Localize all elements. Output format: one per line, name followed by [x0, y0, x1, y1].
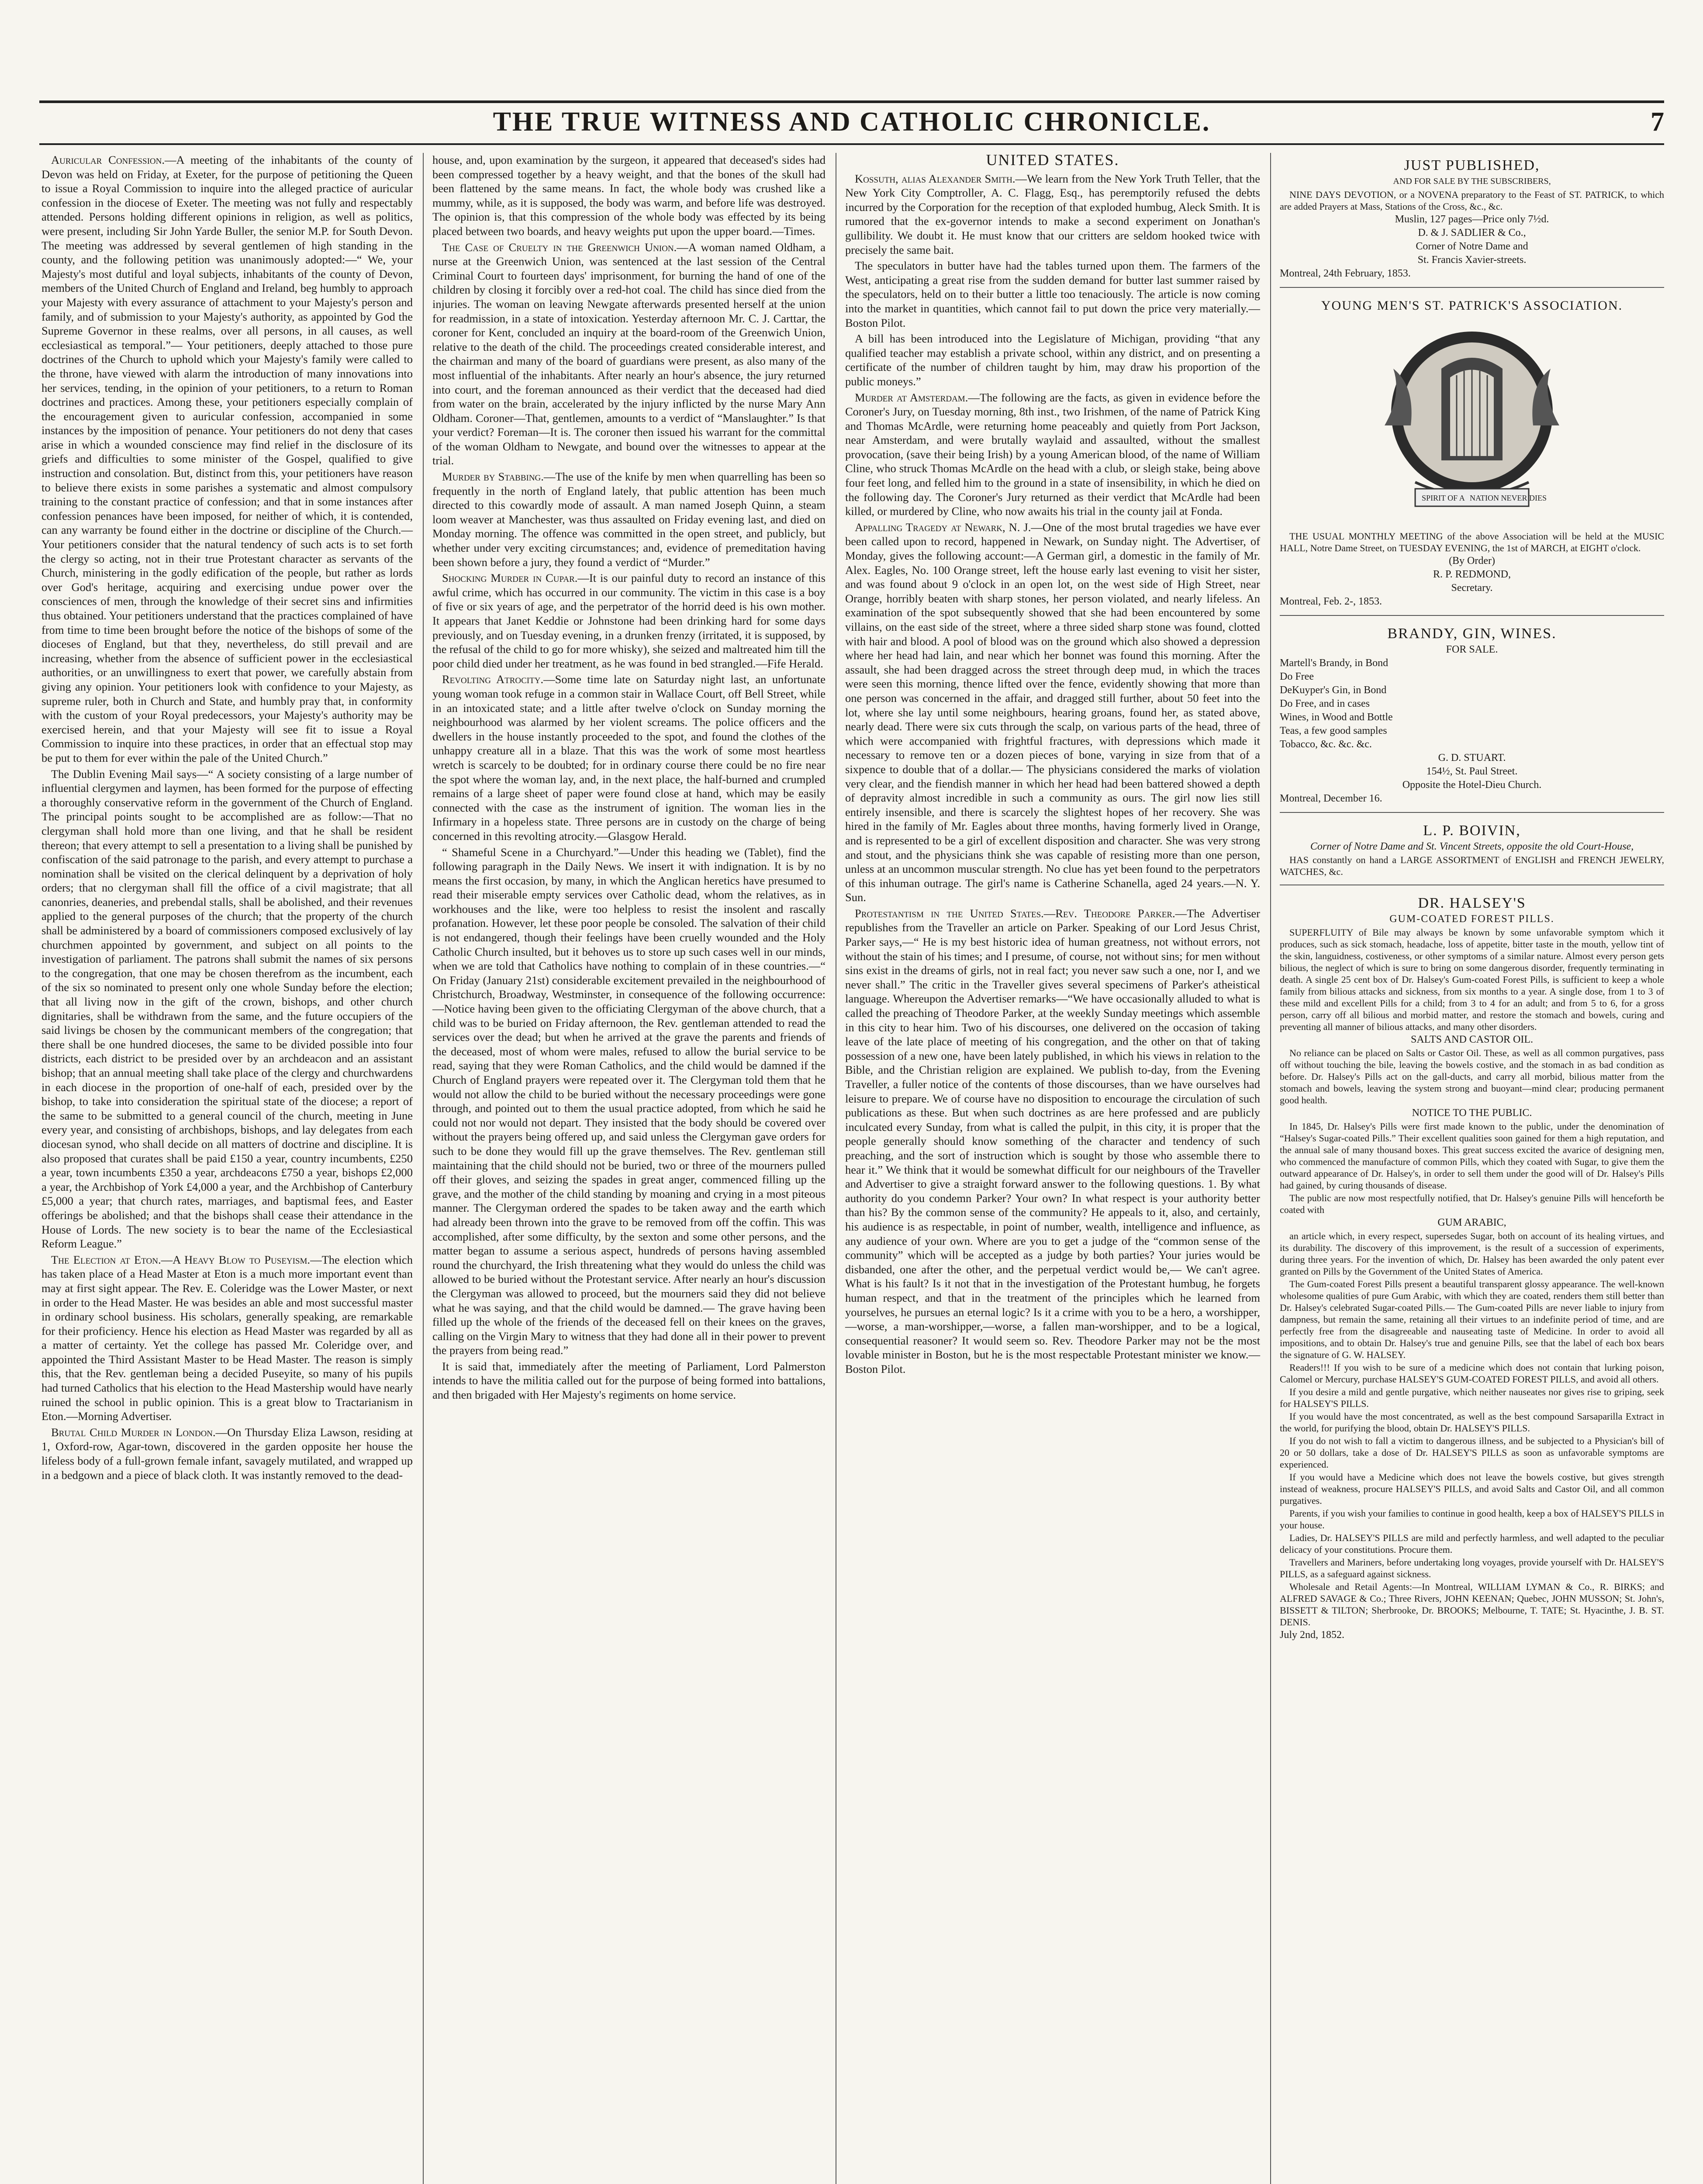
ad-title: BRANDY, GIN, WINES.	[1387, 625, 1557, 642]
article-greenwich-union: The Case of Cruelty in the Greenwich Union.—A woman named Oldham, a nurse at the Greenwich Union, was sentenced at the last session of the Central Criminal Court to fourteen days' imprisonment, for burning the hand of one of the children by closing it forcibly over a red-hot coal. The child has since died from the injuries. The woman on leaving Newgate afterwards presented herself at the union for readmission, in a state of intoxication. Yesterday afternoon Mr. C. J. Carttar, the coroner for Kent, concluded an inquiry at the board-room of the Greenwich Union, relative to the death of the child. The proceedings created considerable interest, and the chairman and many of the board of guardians were present, as also many of the most influential of the inhabitants. After nearly an hour's absence, the jury returned into court, and the foreman announced as their verdict that the deceased had died from water on the brain, accelerated by the injury inflicted by the nurse Mary Ann Oldham. Coroner—That, gentlemen, amounts to a verdict of “Manslaughter.” Is that your verdict? Foreman—It is. The coroner then issued his warrant for the committal of the woman Oldham to Newgate, and bound over the witnesses to appear at the trial.	[432, 240, 826, 467]
ad-date: Montreal, 24th February, 1853.	[1280, 268, 1411, 279]
harp-emblem-image	[1350, 316, 1594, 526]
ad-body: Ladies, Dr. HALSEY'S PILLS are mild and perfectly harmless, and well adapted to the peculiar delicacy of your constitutions. Procure them.	[1280, 1532, 1664, 1555]
article-newark-tragedy: Appalling Tragedy at Newark, N. J.—One of the most brutal tragedies we have ever been called upon to record, happened in Newark, on Sunday night. The Advertiser, of Monday, gives the following account:—A German girl, a domestic in the family of Mr. Alex. Eagles, No. 100 Orange street, left the house early last evening to visit her sister, and was found about 9 o'clock in an open lot, on the west side of High Street, near Orange, horribly beaten with sharp stones, her person violated, and nearly lifeless. An examination of the spot subsequently showed that she had been encountered by some villains, on the east side of the street, where a three sided sharp stone was found, clotted with hair and blood. A pool of blood was on the ground which also showed a depression where her head had lain, and near which her bonnet was found this morning. After the assault, she had been dragged across the street through deep mud, in which the traces were seen this morning, thence lifted over the fence, evidently showing that more than one person was concerned in the affair, and dragged still further, about 50 feet into the lot, where she lay until some neighbours, hearing groans, found her, as stated above, nearly dead. There were six cuts through the scalp, on various parts of the head, three of which were accompanied with frightful fractures, with depressions which made it necessary to remove ten or a dozen pieces of bone, varying in size from that of a sixpence to double that of a dollar.— The physicians considered the marks of violation very clear, and the fiendish manner in which her head had been battered showed a depth of depravity almost incredible in such a community as ours. The girl now lies still entirely insensible, and there is scarcely the slightest hopes of her recovery. She was hired in the family of Mr. Eagles about three months, having formerly lived in Orange, and is represented to be a girl of excellent disposition and character. She was very strong and stout, and the physicians think she was capable of resisting more than one person, unless at an uncommon muscular strength. No clue has yet been found to the perpetrators of this inhuman outrage. The girl's name is Catherine Schanella, aged 24 years.—N. Y. Sun.	[845, 520, 1260, 904]
article-murder-by-stabbing: Murder by Stabbing.—The use of the knife by men when quarrelling has been so frequently in the north of England lately, that public attention has been much directed to this cowardly mode of assault. A man named Joseph Quinn, a steam loom weaver at Manchester, was thus assaulted on Friday evening last, and died on Monday morning. The offence was committed in the open street, and publicly, but whether under very exciting circumstances; and, evidence of premeditation having been shown before a jury, they found a verdict of “Murder.”	[432, 470, 826, 569]
ad-line: Wines, in Wood and Bottle	[1280, 712, 1393, 723]
ad-section-heading: GUM ARABIC,	[1437, 1217, 1506, 1228]
masthead	[39, 100, 1664, 149]
ad-order: (By Order)	[1449, 555, 1495, 567]
ad-body: Wholesale and Retail Agents:—In Montreal, WILLIAM LYMAN & Co., R. BIRKS; and ALFRED SAVAGE & Co.; Three Rivers, JOHN KEENAN; Quebec, JOHN MUSSON; St. John's, BISSETT & TILTON; Sherbrooke, Dr. BROOKS; Melbourne, T. TATE; St. Hyacinthe, J. B. ST. DENIS.	[1280, 1581, 1664, 1628]
newspaper-title: THE TRUE WITNESS AND CATHOLIC CHRONICLE.	[493, 107, 1211, 137]
ad-body: HAS constantly on hand a LARGE ASSORTMENT of ENGLISH and FRENCH JEWELRY, WATCHES, &c.	[1280, 854, 1664, 877]
svg-text:NATION NEVER DIES: NATION NEVER DIES	[1470, 494, 1547, 502]
column-3	[845, 153, 1260, 1378]
ad-signature: D. & J. SADLIER & Co.,	[1418, 227, 1526, 238]
ad-date: Montreal, Feb. 2-, 1853.	[1280, 596, 1382, 607]
ad-signature: Corner of Notre Dame and	[1416, 241, 1528, 252]
article-continued: house, and, upon examination by the surgeon, it appeared that deceased's sides had been compressed together by a heavy weight, and that the bones of the skull had been flattened by the same means. In fact, the whole body was crushed like a mummy, while, as it is supposed, the body was warm, and before life was destroyed. The opinion is, that this compression of the whole body was effected by its being placed between two boards, and heavy weights put upon the upper board.—Times.	[432, 153, 826, 238]
article-militia: It is said that, immediately after the meeting of Parliament, Lord Palmerston intends to have the militia called out for the purpose of being formed into battalions, and then brigaded with Her Majesty's regiments on home service.	[432, 1359, 826, 1402]
ad-body: SUPERFLUITY of Bile may always be known by some unfavorable symptom which it produces, such as sick stomach, headache, loss of appetite, bitter taste in the mouth, yellow tint of the skin, languidness, costiveness, or other symptoms of a similar nature. Almost every person gets bilious, the neglect of which is sure to bring on some dangerous disorder, frequently terminating in death. A single 25 cent box of Dr. Halsey's Gum-coated Forest Pills, is sufficient to keep a whole family from bilious attacks and sickness, from six months to a year. A single dose, from 1 to 3 of these mild and excellent Pills for a child; from 3 to 4 for an adult; and from 5 to 6, for a gross person, carry off all bilious and morbid matter, and restore the stomach and bowels, curing and preventing all manner of bilious attacks, and many other disorders.	[1280, 927, 1664, 1032]
ad-novena	[1280, 153, 1664, 288]
ad-halseys-pills	[1280, 891, 1664, 1648]
ad-boivin	[1280, 818, 1664, 885]
ad-body: If you would have the most concentrated, as well as the best compound Sarsaparilla Extract in the world, for purifying the blood, obtain Dr. HALSEY'S PILLS.	[1280, 1411, 1664, 1434]
article-protestantism-us: Protestantism in the United States.—Rev. Theodore Parker.—The Advertiser republishes from the Traveller an article on Parker. Speaking of our Lord Jesus Christ, Parker says,—“ He is my best historic idea of human greatness, not without errors, not without the stain of his times; and I presume, of course, not without sins; for men without sins exist in the dreams of girls, not in real fact; you never saw such a one, nor I, and we never shall.” The critic in the Traveller gives several specimens of Parker's atheistical language. Whereupon the Advertiser remarks—“We have occasionally alluded to what is called the preaching of Theodore Parker, at the weekly Sunday meetings which assemble in this city to hear him. Two of his discourses, one delivered on the occasion of taking leave of the late place of meeting of his congregation, and the other on that of taking possession of a new one, have been lately published, in which his views in relation to the Bible, and the Christian religion are explained. We publish to-day, from the Evening Traveller, a fuller notice of the contents of those discourses, than we have ourselves had leisure to prepare. We of course have no disposition to encourage the circulation of such publications as these. But when such doctrines as are here professed and are publicly inculcated every Sunday, from what is called the pulpit, in this city, it is proper that the people generally should know something of the character and tendency of such preaching, and the sort of instruction which is sought by those who assemble there to hear it.” We think that it would be somewhat difficult for our neighbours of the Traveller and Advertiser to give a straight forward answer to the following questions. 1. By what authority do you condemn Parker? Your own? In what respect is your authority better than his? By the common sense of the community? He appeals to it, also, and certainly, his audience is as respectable, in point of number, wealth, intelligence and influence, as any audience of your own. Where are you to get a judge of the “common sense of the community” which will be accepted as a judge by both parties? Your juries would be disbanded, one after the other, and the perpetual verdict would be,— We can't agree. What is his fault? Is it not that in the investigation of the Protestant humbug, he forgets human respect, and that in the treatment of the principles which he learned from yourselves, he pursues an eternal logic? Is it a crime with you to be a hero, a worshipper,—worse, a man-worshipper,—worse, a fallen man-worshipper, and to be a logical, consequential reasoner? It would seem so. Rev. Theodore Parker may not be the most lovable minister in Boston, but he is the most respectable Protestant minister we know.—Boston Pilot.	[845, 906, 1260, 1375]
ad-body: If you do not wish to fall a victim to dangerous illness, and be subjected to a Physician's bill of 20 or 50 dollars, take a dose of Dr. HALSEY'S PILLS as soon as unfavorable symptoms are experienced.	[1280, 1435, 1664, 1470]
ad-body: No reliance can be placed on Salts or Castor Oil. These, as well as all common purgatives, pass off without touching the bile, leaving the bowels costive, and the stomach in as bad condition as before. Dr. Halsey's Pills act on the gall-ducts, and carry all morbid, bilious matter from the stomach and bowels, leaving the system strong and buoyant—mind clear; producing permanent good health.	[1280, 1047, 1664, 1106]
ad-line: Tobacco, &c. &c. &c.	[1280, 739, 1372, 750]
ad-body: The Gum-coated Forest Pills present a beautiful transparent glossy appearance. The well-known wholesome qualities of pure Gum Arabic, with which they are coated, renders them still better than Dr. Halsey's celebrated Sugar-coated Pills.— The Gum-coated Pills are never liable to injury from dampness, but remain the same, retaining all their virtues to an indefinite period of time, and are perfectly free from the disagreeable and nauseating taste of Medicine. In order to avoid all impositions, and to obtain Dr. Halsey's true and genuine Pills, see that the label of each box bears the signature of G. W. HALSEY.	[1280, 1279, 1664, 1360]
ad-signature: St. Francis Xavier-streets.	[1417, 254, 1527, 266]
ad-body: If you would have a Medicine which does not leave the bowels costive, but gives strength instead of weakness, procure HALSEY'S PILLS, and avoid Salts and Castor Oil, and all common purgatives.	[1280, 1472, 1664, 1506]
ad-section-heading: NOTICE TO THE PUBLIC.	[1412, 1107, 1532, 1119]
ad-title: L. P. BOIVIN,	[1423, 822, 1521, 839]
page-number: 7	[1651, 107, 1664, 137]
ad-body: Readers!!! If you wish to be sure of a medicine which does not contain that lurking poison, Calomel or Mercury, purchase HALSEY'S GUM-COATED FOREST PILLS, and avoid all others.	[1280, 1362, 1664, 1385]
ad-line: Martell's Brandy, in Bond	[1280, 657, 1389, 669]
ad-subtitle: AND FOR SALE BY THE SUBSCRIBERS,	[1393, 176, 1551, 186]
ad-address: Opposite the Hotel-Dieu Church.	[1402, 779, 1542, 791]
ad-line: DeKuyper's Gin, in Bond	[1280, 684, 1387, 696]
column-divider	[423, 153, 424, 2184]
ad-title: DR. HALSEY'S	[1418, 895, 1526, 911]
ad-signature: R. P. REDMOND,	[1433, 569, 1511, 580]
ad-brandy-gin-wines	[1280, 621, 1664, 813]
ad-body: an article which, in every respect, supersedes Sugar, both on account of its healing virtues, and its durability. The discovery of this improvement, is the result of a succession of experiments, during three years. For the invention of which, Dr. Halsey has been awarded the only patent ever granted on Pills by the Government of the United States of America.	[1280, 1230, 1664, 1277]
ad-section-heading: SALTS AND CASTOR OIL.	[1410, 1034, 1534, 1045]
article-churchyard-scene: “ Shameful Scene in a Churchyard.”—Under this heading we (Tablet), find the following paragraph in the Daily News. We insert it with indignation. It is by no means the first occasion, by many, in which the Anglican heretics have presumed to read their miserable empty services over Catholic dead, whom the relatives, as in workhouses and the like, were too helpless to resist the insolent and rascally profanation. However, let these poor people be consoled. The salvation of their child is not endangered, though their feelings have been cruelly wounded and the Holy Catholic Church insulted, but it behoves us to store up such cases well in our minds, when we are told that Catholics have nothing to complain of in these countries.—“ On Friday (January 21st) considerable excitement prevailed in the neighbourhood of Christchurch, Broadway, Westminster, in consequence of the following occurrence:—Notice having been given to the officiating Clergyman of the above church, that a child was to be buried on Friday afternoon, the Rev. gentleman attended to read the services over the dead; but when he arrived at the grave the parents and friends of the deceased, most of whom were males, refused to allow the burial service to be read, saying that they were Roman Catholics, and the child would be damned if the Church of England prayers were repeated over it. The Clergyman told them that he would not allow the child to be buried without the necessary proceedings were gone through, and pointed out to them the usual practice adopted, from which he said he could not nor would not depart. They insisted that the body should be covered over without the prayers being offered up, and said unless the Clergyman gave orders for such to be done they would fill up the grave themselves. The Rev. gentleman still maintaining that the child should not be buried, two or three of the mourners pulled off their gloves, and seizing the spades in great anger, commenced filling up the grave, and the mother of the child standing by moaning and crying in a most piteous manner. The Clergyman ordered the spades to be taken away and the earth which had already been thrown into the grave to be removed from off the coffin. This was accomplished, after some difficulty, by the sexton and some other persons, and the matter began to assume a serious aspect, hundreds of persons having assembled round the churchyard, the Irish threatening what they would do unless the child was allowed to be buried without the Protestant service. After nearly an hour's discussion the Clergyman was allowed to proceed, but the mourners said they did not believe what he was saying, and that the child would be damned.— The grave having been filled up the whole of the friends of the deceased fell on their knees on the graves, calling on the Virgin Mary to witness that they had done all in their power to prevent the prayers from being read.”	[432, 845, 826, 1357]
ad-date: July 2nd, 1852.	[1280, 1629, 1345, 1641]
ad-young-mens-association	[1280, 293, 1664, 616]
article-eton-election: The Election at Eton.—A Heavy Blow to Puseyism.—The election which has taken place of a Head Master at Eton is a much more important event than may at first sight appear. The Rev. E. Coleridge was the Lower Master, or next in order to the Head Master. He was besides an able and most successful master in ordinary school business. His scholars, generally speaking, are remarkable for their proficiency. Hence his election as Head Master was regarded by all as a matter of certainty. Yet the college has passed Mr. Coleridge over, and appointed the Third Assistant Master to be Head Master. The reason is simply this, that the Rev. gentleman being a decided Puseyite, so many of his pupils had turned Catholics that his election to the Head Mastership would have nearly ruined the school in public opinion. This is a great blow to Tractarianism in Eton.—Morning Advertiser.	[41, 1253, 413, 1423]
article-murder-amsterdam: Murder at Amsterdam.—The following are the facts, as given in evidence before the Coroner's Jury, on Tuesday morning, 8th inst., two Irishmen, of the name of Patrick King and Thomas McArdle, were returning home peaceably and quietly from Port Jackson, near Amsterdam, and were brutally waylaid and assaulted, without the smallest provocation, (save their being Irish) by a young American blood, of the name of William Cline, who struck Thomas McArdle on the head with a club, or sleigh stake, being above four feet long, and felled him to the ground in a state of insensibility, in which he died on the following day. The Coroner's Jury returned as their verdict that McArdle had been killed, or murdered by Cline, who now awaits his trial in the county jail at Fonda.	[845, 390, 1260, 518]
ad-body: Parents, if you wish your families to continue in good health, keep a box of HALSEY'S PILLS in your house.	[1280, 1508, 1664, 1531]
article-dublin-evening-mail: The Dublin Evening Mail says—“ A society consisting of a large number of influential clergymen and laymen, has been formed for the purpose of effecting a thoroughly conservative reform in the government of the Church of England. The principal points sought to be accomplished are as follow:—That no clergyman shall hold more than one living, and that he shall be resident thereon; that every attempt to sell a presentation to a living shall be punished by confiscation of the said patronage to the parish, and every attempt to purchase a nomination shall be visited on the clerical delinquent by a deprivation of holy orders; that no clergyman shall fill the office of a civil magistrate; that all canonries, deaneries, and prebendal stalls, shall be abolished, and their revenues applied to the general purposes of the church; that the property of the church shall be administered by a board of commissioners composed exclusively of lay churchmen appointed by government, and subject on all points to the investigation of parliament. The patrons shall submit the names of six persons to the congregation, that one may be chosen therefrom as the incumbent, each of the six so nominated to present only one whole Sunday before the election; that all living now in the gift of the crown, bishops, and other church dignitaries, shall be withdrawn from the same, and the future occupiers of the said livings be chosen by the communicant members of the congregation; that there shall be one hundred dioceses, the same to be divided possible into four districts, each district to be presided over by an archdeacon and an assistant bishop; that an annual meeting shall take place of the clergy and churchwardens in each diocese in the proportion of one-half of each, presided over by the bishop, to take into consideration the spiritual state of the diocese; a report of the same to be submitted to a general council of the church, meeting in June every year, and consisting of archbishops, bishops, and lay delegates from each diocesan synod, who shall decide on all matters of doctrine and discipline. It is also proposed that curates shall be paid £150 a year, country incumbents, £250 a year, town incumbents £350 a year, archdeacons £750 a year, bishops £2,000 a year, the Archbishop of York £4,000 a year, and the Archbishop of Canterbury £5,000 a year; that church rates, marriages, and baptismal fees, and Easter offerings be abolished; and that the bishops shall cease their attendance in the House of Lords. The new society is to bear the name of the Ecclesiastical Reform League.”	[41, 767, 413, 1251]
article-murder-cupar: Shocking Murder in Cupar.—It is our painful duty to record an instance of this awful crime, which has occurred in our community. The victim in this case is a boy of five or six years of age, and the perpetrator of the horrid deed is his own mother. It appears that Janet Keddie or Johnstone had been drinking hard for some days previously, and on Tuesday evening, in a drunken frenzy (irritated, it is supposed, by the refusal of the child to go for more whisky), she seized and maltreated him till the poor child died under her treatment, as he was found in bed strangled.—Fife Herald.	[432, 571, 826, 670]
column-2	[432, 153, 826, 1404]
ad-body: If you desire a mild and gentle purgative, which neither nauseates nor gives rise to griping, seek for HALSEY'S PILLS.	[1280, 1386, 1664, 1409]
ad-date: Montreal, December 16.	[1280, 793, 1382, 804]
ad-body: THE USUAL MONTHLY MEETING of the above Association will be held at the MUSIC HALL, Notre Dame Street, on TUESDAY EVENING, the 1st of MARCH, at EIGHT o'clock.	[1280, 531, 1664, 553]
article-child-murder-london: Brutal Child Murder in London.—On Thursday Eliza Lawson, residing at 1, Oxford-row, Agar-town, discovered in the garden opposite her house the lifeless body of a full-grown female infant, savagely mutilated, and wrapped up in a bedgown and a piece of black cloth. It was instantly removed to the dead-	[41, 1425, 413, 1482]
section-heading-united-states: UNITED STATES.	[986, 151, 1119, 169]
ad-signature: Secretary.	[1451, 582, 1493, 594]
ad-body: Travellers and Mariners, before undertaking long voyages, provide yourself with Dr. HALSEY'S PILLS, as a safeguard against sickness.	[1280, 1557, 1664, 1579]
article-butter-speculators: The speculators in butter have had the tables turned upon them. The farmers of the West, anticipating a great rise from the sudden demand for butter last summer raised by the speculators, held on to their butter a little too tenaciously. The article is now coming into the market in quantities, which cannot fail to put down the price very materially.—Boston Pilot.	[845, 259, 1260, 329]
ad-subtitle: Corner of Notre Dame and St. Vincent Streets, opposite the old Court-House,	[1310, 841, 1634, 852]
ad-subtitle: GUM-COATED FOREST PILLS.	[1389, 913, 1554, 925]
column-4-advertisements	[1280, 153, 1664, 1654]
svg-text:SPIRIT OF A: SPIRIT OF A	[1422, 494, 1465, 502]
harp-emblem-icon	[1350, 316, 1594, 526]
ad-body: In 1845, Dr. Halsey's Pills were first made known to the public, under the denomination of “Halsey's Sugar-coated Pills.” Their excellent qualities soon gained for them a high reputation, and the annual sale of many thousand boxes. This great success excited the avarice of designing men, who commenced the manufacture of common Pills, which they coated with Sugar, to give them the outward appearance of Dr. Halsey's, in order to sell them under the good will of Dr. Halsey's Pills had gained, by curing thousands of disease.	[1280, 1121, 1664, 1191]
article-auricular-confession: Auricular Confession.—A meeting of the inhabitants of the county of Devon was held on Friday, at Exeter, for the purpose of petitioning the Queen to issue a Royal Commission to inquire into the alleged practice of auricular confession in the diocese of Exeter. The meeting was not fully and respectably attended. Persons holding different opinions in religion, as well as politics, were present, including Sir John Yarde Buller, the senior M.P. for South Devon. The meeting was addressed by several gentlemen of high standing in the county, and the following petition was unanimously adopted:—“ We, your Majesty's most dutiful and loyal subjects, inhabitants of the county of Devon, members of the United Church of England and Ireland, beg humbly to approach your Majesty with every assurance of attachment to your Majesty's person and family, and of submission to your Majesty's authority, as appointed by God the Supreme Governor in these realms, over all persons, in all causes, as well ecclesiastical as temporal.”— Your petitioners, deeply attached to those pure doctrines of the Church to uphold which your Majesty's family were called to the throne, have viewed with alarm the introduction of many innovations into her services, tending, in the opinion of your petitioners, to a return to Roman doctrines and practices. Among these, your petitioners especially complain of the encouragement given to auricular confession, accompanied in some instances by the imposition of penance. Your petitioners do not deny that cases arise in which a wounded conscience may find relief in the disclosure of its griefs and difficulties to some minister of the Gospel, qualified to give instruction and consolation. But, distinct from this, your petitioners have reason to believe there exists in some parishes a systematic and almost compulsory training to the constant practice of confession; and that in some instances after confession penances have been imposed, for neither of which, it is contended, can any warranty be found either in the doctrine or discipline of the Church.— Your petitioners consider that the natural tendency of such acts is to set forth the clergy so acting, not in their true Protestant character as servants of the Church, ministering in the godly edification of the people, but rather as lords over God's heritage, acquiring and exercising undue power over the consciences of men, through the knowledge of their secret sins and infirmities thus obtained. Your petitioners understand that the practices complained of have from time to time been brought before the notice of the bishops of some of the dioceses of England, but that they, nevertheless, do still prevail and are increasing, whether from the absence of sufficient power in the ecclesiastical authorities, or an unwillingness to exert that power, we carefully abstain from giving any opinion. Your petitioners look with confidence to your Majesty, as supreme ruler, both in Church and State, and humbly pray that, in conformity with the custom of your Royal predecessors, your Majesty's authority may be exercised herein, and that your Majesty will see fit to issue a Royal Commission to inquire into these practices, in order that an effectual stop may be put to them for ever within the pale of the United Church.”	[41, 153, 413, 764]
article-michigan-bill: A bill has been introduced into the Legislature of Michigan, providing “that any qualified teacher may establish a private school, within any district, and on presenting a certificate of the number of children taught by him, may draw his proportion of the public moneys.”	[845, 332, 1260, 388]
article-revolting-atrocity: Revolting Atrocity.—Some time late on Saturday night last, an unfortunate young woman took refuge in a common stair in Wallace Court, off Bell Street, while in an intoxicated state; and a little after twelve o'clock on Sunday morning the neighbourhood was alarmed by her violent screams. The police officers and the dwellers in the house instantly proceeded to the spot, and found the clothes of the unhappy creature all in a blaze. That this was the work of some most heartless wretch is scarcely to be doubted; for in ordinary course there could be no fire near the spot where the woman lay, and, in the next place, the half-burned and crumpled remains of a large sheet of paper were found close at hand, which may be easily connected with the case as the instrument of ignition. The woman lies in the Infirmary in a hopeless state. Three persons are in custody on the charge of being concerned in this revolting atrocity.—Glasgow Herald.	[432, 673, 826, 843]
ad-body: NINE DAYS DEVOTION, or a NOVENA preparatory to the Feast of ST. PATRICK, to which are added Prayers at Mass, Stations of the Cross, &c., &c.	[1280, 189, 1664, 212]
ad-subtitle: FOR SALE.	[1446, 644, 1498, 655]
masthead-rule-bottom	[39, 143, 1664, 145]
ad-line: Do Free, and in cases	[1280, 698, 1370, 709]
ad-price: Muslin, 127 pages—Price only 7½d.	[1395, 214, 1549, 225]
ad-title: JUST PUBLISHED,	[1404, 157, 1540, 173]
masthead-rule-top	[39, 100, 1664, 103]
ad-title: YOUNG MEN'S ST. PATRICK'S ASSOCIATION.	[1321, 298, 1623, 313]
article-kossuth: Kossuth, alias Alexander Smith.—We learn from the New York Truth Teller, that the New York City Comptroller, A. C. Flagg, Esq., has peremptorily refused the debts incurred by the Corporation for the reception of that exploded humbug, Aleck Smith. It is rumored that the ex-governor intends to make a second experiment on Jonathan's gullibility. We doubt it. He must know that our critters are seldom hooked twice with precisely the same bait.	[845, 172, 1261, 256]
column-divider	[1270, 153, 1271, 2184]
ad-signature: G. D. STUART.	[1438, 752, 1506, 764]
ad-line: Teas, a few good samples	[1280, 725, 1387, 736]
ad-address: 154½, St. Paul Street.	[1426, 766, 1518, 777]
column-1	[41, 153, 413, 1484]
ad-line: Do Free	[1280, 671, 1314, 682]
ad-body: The public are now most respectfully notified, that Dr. Halsey's genuine Pills will henceforth be coated with	[1280, 1192, 1664, 1215]
